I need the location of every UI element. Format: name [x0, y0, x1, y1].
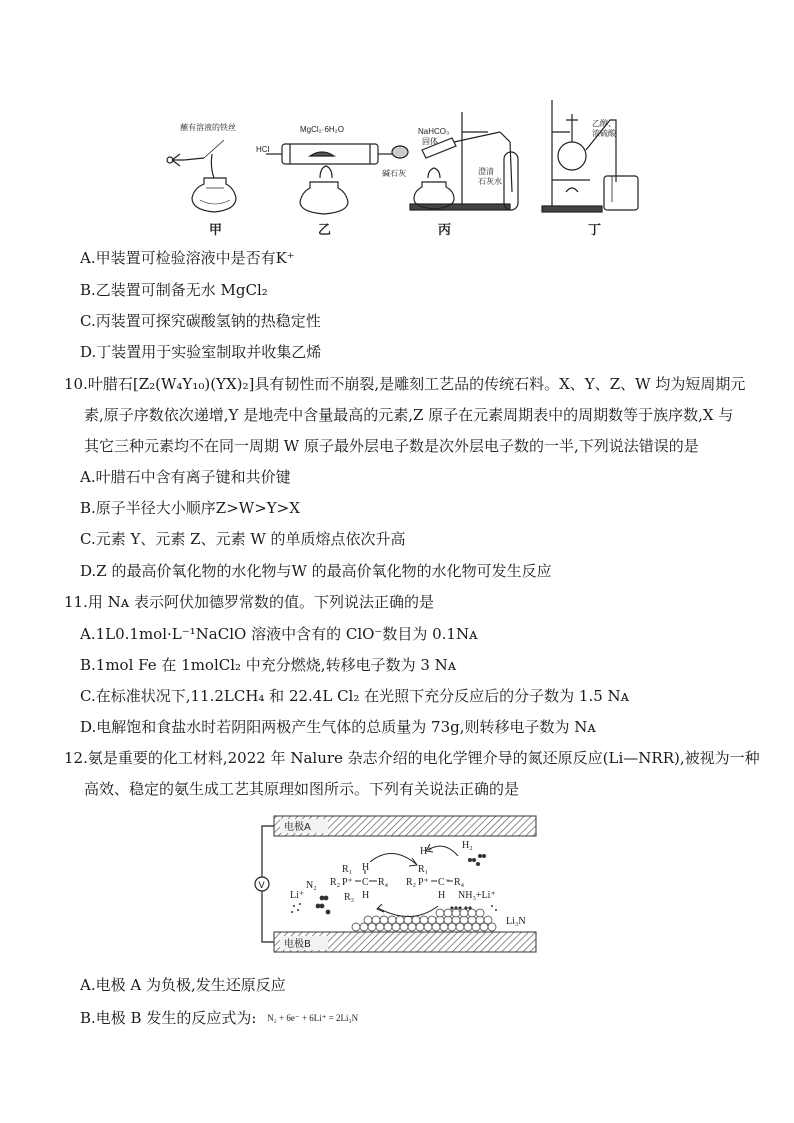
n2-molecules [316, 896, 331, 915]
nh3-li-label: NH₃+Li⁺ [458, 890, 496, 901]
q10-option-b: B.原子半径大小顺序Z>W>Y>X [80, 499, 300, 517]
ding-label: 丁 [588, 223, 602, 238]
q11-option-a: A.1L0.1mol·L⁻¹NaClO 溶液中含有的 ClO⁻数目为 0.1Nᴀ [80, 625, 478, 643]
p-right: P⁺ [418, 877, 429, 888]
voltmeter-label: V [258, 881, 265, 891]
yi-label: 乙 [318, 223, 332, 238]
apparatus-yi [266, 144, 408, 214]
li3n-deposit [352, 909, 496, 931]
li3n-label: Li₃N [506, 916, 526, 927]
q12-stem-line2: 高效、稳定的氨生成工艺其原理如图所示。下列有关说法正确的是 [84, 780, 520, 798]
q9-option-b: B.乙装置可制备无水 MgCl₂ [80, 281, 268, 299]
q9-option-c: C.丙装置可探究碳酸氢钠的热稳定性 [80, 312, 321, 330]
liplus-dots [291, 903, 301, 913]
q9-option-a: A.甲装置可检验溶液中是否有K⁺ [80, 249, 295, 267]
apparatus-ding [542, 100, 638, 212]
electrode-a-label: 电极A [284, 822, 311, 833]
q12-option-b-text: B.电极 B 发生的反应式为: [80, 1009, 257, 1027]
jia-label: 甲 [209, 223, 223, 238]
q12-option-a: A.电极 A 为负极,发生还原反应 [80, 976, 286, 994]
ding-reagent2: 浓硫酸 [592, 129, 616, 138]
q11-option-c: C.在标准状况下,11.2LCH₄ 和 22.4L Cl₂ 在光照下充分反应后的分子数为 1.5 Nᴀ [80, 687, 630, 705]
n2-label: N₂ [306, 880, 317, 891]
q10-option-c: C.元素 Y、元素 Z、元素 W 的单质熔点依次升高 [80, 530, 406, 548]
r2-left: R₂ [330, 877, 341, 888]
q12-stem-line1: 12.氨是重要的化工材料,2022 年 Nalure 杂志介绍的电化学锂介导的氮还原反应(Li—NRR),被视为一种 [64, 749, 760, 767]
h-right: H [438, 890, 446, 901]
li-nrr-diagram [252, 812, 542, 964]
yi-reagent: MgCl₂·6H₂O [300, 125, 344, 134]
q11-option-d: D.电解饱和食盐水时若阴阳两极产生气体的总质量为 73g,则转移电子数为 Nᴀ [80, 718, 596, 736]
c-right: C⁻ [438, 877, 450, 888]
yi-gas: HCl [256, 145, 270, 154]
r1-right: R₁ [418, 864, 429, 875]
r4-left: R₄ [378, 877, 389, 888]
apparatus-figure [160, 92, 650, 242]
ding-reagent1: 乙醇、 [592, 119, 616, 128]
apparatus-jia [167, 140, 236, 212]
h-left: H [362, 890, 370, 901]
bing-lime2: 石灰水 [478, 177, 502, 186]
q10-stem-line2: 素,原子序数依次递增,Y 是地壳中含量最高的元素,Z 原子在元素周期表中的周期数等于族序数,X 与 [84, 406, 734, 424]
hplus-label: H⁺ [420, 846, 433, 857]
r1-left: R₁ [342, 864, 353, 875]
c-left: C [362, 877, 369, 888]
q10-stem-line3: 其它三种元素均不在同一周期 W 原子最外层电子数是次外层电子数的一半,下列说法错误的是 [84, 437, 699, 455]
bing-lime1: 澄清 [478, 167, 494, 176]
h2-molecules [468, 854, 486, 866]
bing-reagent2: 固体 [422, 137, 438, 146]
q10-option-a: A.叶腊石中含有离子键和共价键 [80, 468, 291, 486]
p-left: P⁺ [342, 877, 353, 888]
r2-right: R₂ [406, 877, 417, 888]
q12-option-b [80, 1008, 358, 1028]
liplus-label: Li⁺ [290, 890, 305, 901]
q10-option-d: D.Z 的最高价氧化物的水化物与W 的最高价氧化物的水化物可发生反应 [80, 562, 552, 580]
h2-label: H₂ [462, 840, 473, 851]
jia-annotation: 蘸有溶液的铁丝 [180, 123, 236, 132]
r3-left: R₃ [344, 892, 355, 903]
r4-right: R₄ [454, 877, 465, 888]
q11-stem: 11.用 Nᴀ 表示阿伏加德罗常数的值。下列说法正确的是 [64, 593, 434, 611]
q9-option-d: D.丁装置用于实验室制取并收集乙烯 [80, 343, 322, 361]
electrode-b-label: 电极B [284, 939, 311, 950]
bing-reagent1: NaHCO₃ [418, 127, 450, 136]
bing-label: 丙 [438, 223, 452, 238]
q10-stem-line1: 10.叶腊石[Z₂(W₄Y₁₀)(YX)₂]具有韧性而不崩裂,是雕刻工艺品的传统石料。X、Y、Z、W 均为短周期元 [64, 375, 746, 393]
yi-absorber: 碱石灰 [382, 169, 406, 178]
q11-option-b: B.1mol Fe 在 1molCl₂ 中充分燃烧,转移电子数为 3 Nᴀ [80, 656, 457, 674]
q12-option-b-equation: N₂ + 6e⁻ + 6Li⁺ = 2Li₃N [267, 1013, 359, 1023]
h-top-left: H [362, 862, 370, 873]
